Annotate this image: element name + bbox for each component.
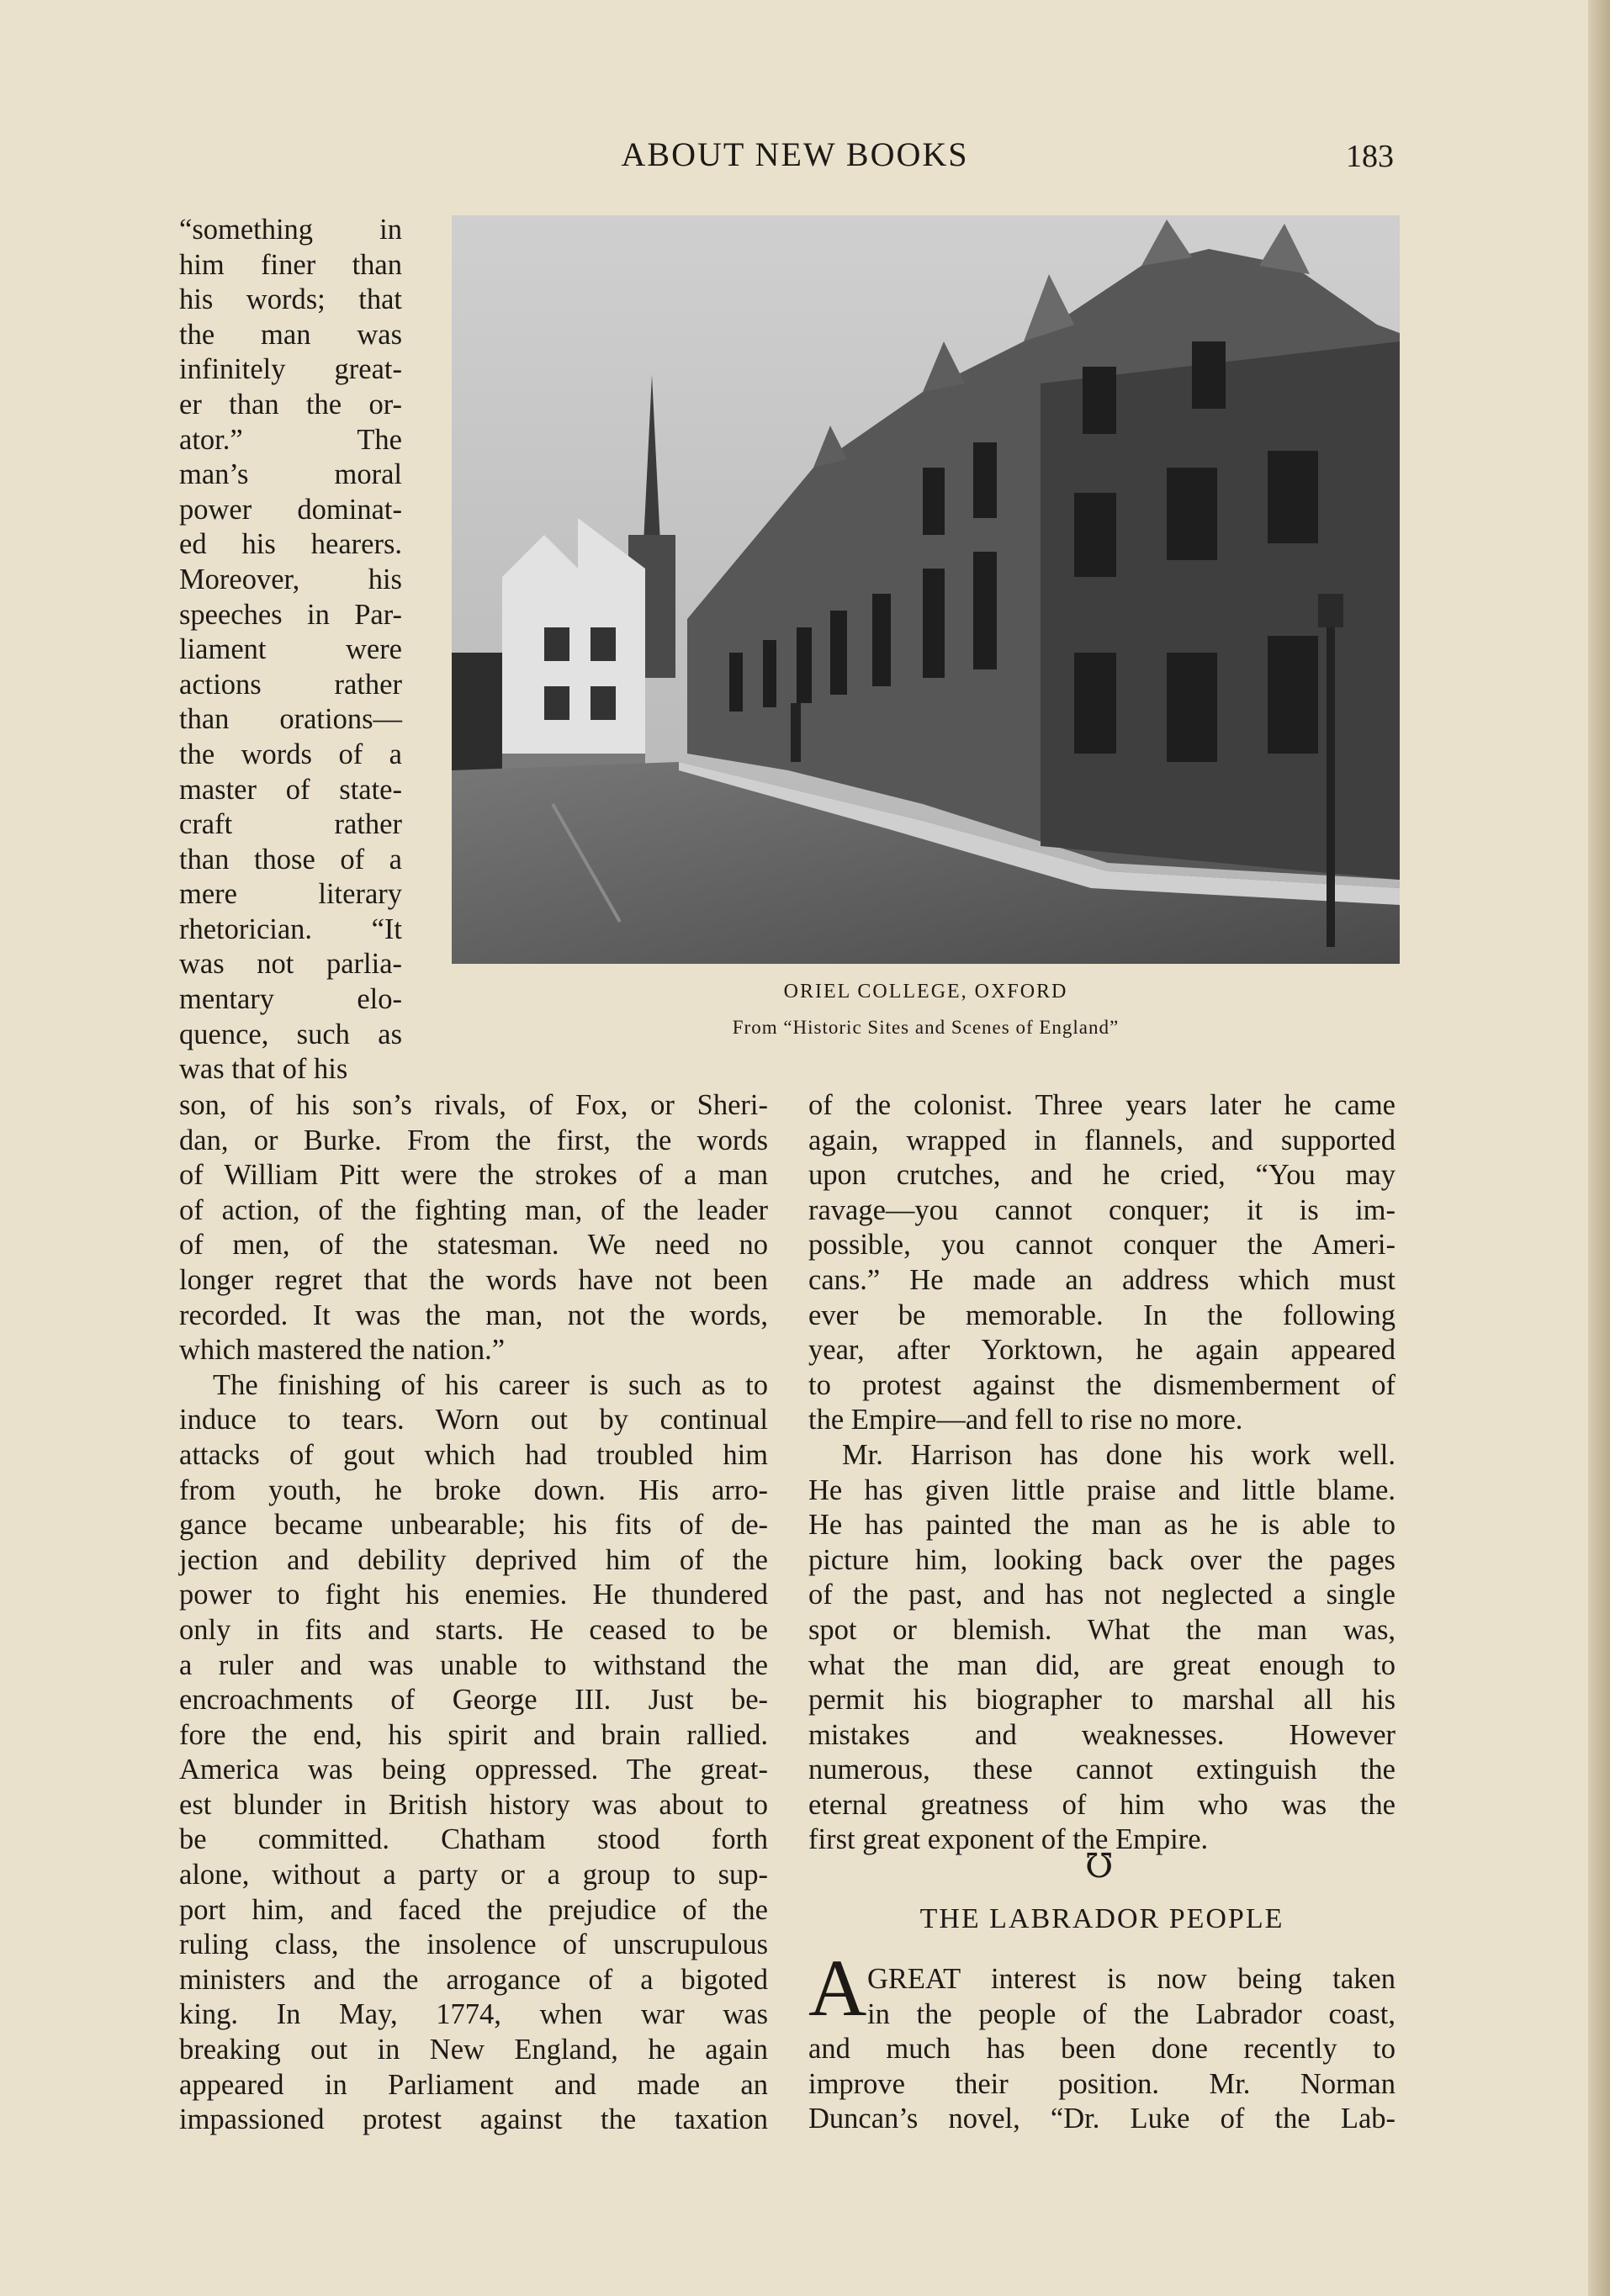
text-line: craft rather: [179, 808, 402, 841]
text-line: than orations—: [179, 703, 402, 736]
text-line: which mastered the nation.”: [179, 1334, 506, 1367]
text-line: was that of his: [179, 1053, 348, 1086]
text-line: longer regret that the words have not been: [179, 1263, 768, 1296]
text-line: ever be memorable. In the following: [808, 1299, 1396, 1331]
text-line: Duncan’s novel, “Dr. Luke of the Lab-: [808, 2103, 1396, 2135]
page-edge: [1588, 0, 1610, 2296]
text-line: of men, of the statesman. We need no: [179, 1229, 768, 1262]
narrow-column-text: [179, 213, 402, 1087]
section-heading: THE LABRADOR PEOPLE: [919, 1903, 1284, 1934]
text-line: encroachments of George III. Just be-: [179, 1684, 768, 1717]
drop-cap: A: [808, 1943, 867, 2033]
text-line: man’s moral: [179, 458, 402, 491]
text-line: to protest against the dismemberment of: [808, 1368, 1396, 1401]
text-line: first great exponent of the Empire.: [808, 1823, 1209, 1856]
text-line: what the man did, are great enough to: [808, 1648, 1396, 1681]
text-line: improve their position. Mr. Norman: [808, 2067, 1396, 2100]
text-line: son, of his son’s rivals, of Fox, or Sheri-: [179, 1089, 768, 1121]
text-line: infinitely great-: [179, 353, 402, 386]
text-line: his words; that: [179, 283, 402, 316]
text-line: rhetorician. “It: [179, 913, 402, 945]
right-column-text: [808, 1088, 1396, 1858]
text-line: breaking out in New England, he again: [179, 2034, 768, 2066]
labrador-section-text: [808, 1962, 1396, 2137]
section-ornament: ℧: [1085, 1847, 1114, 1885]
text-line: the Empire—and fell to rise no more.: [808, 1404, 1243, 1436]
text-line: jection and debility deprived him of the: [179, 1543, 768, 1576]
text-line: impassioned protest against the taxation: [179, 2103, 768, 2136]
text-line: The finishing of his career is such as to: [213, 1368, 768, 1401]
text-line: picture him, looking back over the pages: [808, 1543, 1396, 1576]
text-line: port him, and faced the prejudice of the: [179, 1893, 768, 1926]
text-line: attacks of gout which had troubled him: [179, 1438, 768, 1471]
text-line: eternal greatness of him who was the: [808, 1788, 1396, 1821]
text-line: the man was: [179, 318, 402, 351]
text-line: master of state-: [179, 773, 402, 806]
text-line: spot or blemish. What the man was,: [808, 1613, 1396, 1646]
text-line: than those of a: [179, 843, 402, 876]
text-line: and much has been done recently to: [808, 2033, 1396, 2066]
text-line: of the past, and has not neglected a single: [808, 1579, 1396, 1611]
text-line: recorded. It was the man, not the words,: [179, 1299, 768, 1331]
text-line: ed his hearers.: [179, 528, 402, 561]
text-line: mentary elo-: [179, 983, 402, 1016]
text-line: him finer than: [179, 248, 402, 281]
text-line: numerous, these cannot extinguish the: [808, 1754, 1396, 1786]
text-line: upon crutches, and he cried, “You may: [808, 1159, 1396, 1192]
text-line: induce to tears. Worn out by continual: [179, 1404, 768, 1436]
text-line: was not parlia-: [179, 948, 402, 981]
text-line: America was being oppressed. The great-: [179, 1754, 768, 1786]
text-line: in the people of the Labrador coast,: [867, 1997, 1396, 2030]
text-line: GREAT interest is now being taken: [867, 1963, 1396, 1995]
figure-caption-source: From “Historic Sites and Scenes of England”: [732, 1017, 1120, 1038]
text-line: dan, or Burke. From the first, the words: [179, 1124, 768, 1156]
text-line: fore the end, his spirit and brain rallied.: [179, 1718, 768, 1751]
text-line: again, wrapped in flannels, and supported: [808, 1124, 1396, 1156]
text-line: Mr. Harrison has done his work well.: [842, 1438, 1396, 1471]
running-header: ABOUT NEW BOOKS: [621, 135, 969, 173]
text-line: speeches in Par-: [179, 598, 402, 631]
text-line: liament were: [179, 633, 402, 666]
text-line: He has given little praise and little blame.: [808, 1473, 1396, 1506]
text-line: quence, such as: [179, 1018, 402, 1050]
text-line: from youth, he broke down. His arro-: [179, 1473, 768, 1506]
text-line: possible, you cannot conquer the Ameri-: [808, 1229, 1396, 1262]
text-line: gance became unbearable; his fits of de-: [179, 1509, 768, 1542]
text-line: of William Pitt were the strokes of a man: [179, 1159, 768, 1192]
text-line: be committed. Chatham stood forth: [179, 1823, 768, 1856]
text-line: Moreover, his: [179, 563, 402, 595]
text-line: alone, without a party or a group to sup-: [179, 1859, 768, 1891]
text-line: He has painted the man as he is able to: [808, 1509, 1396, 1542]
page-number: 183: [1346, 139, 1394, 174]
text-line: “something in: [179, 214, 402, 246]
text-line: mistakes and weaknesses. However: [808, 1718, 1396, 1751]
text-line: ministers and the arrogance of a bigoted: [179, 1963, 768, 1996]
text-line: cans.” He made an address which must: [808, 1263, 1396, 1296]
text-line: the words of a: [179, 738, 402, 770]
text-line: appeared in Parliament and made an: [179, 2068, 768, 2101]
text-line: power to fight his enemies. He thundered: [179, 1579, 768, 1611]
text-line: permit his biographer to marshal all his: [808, 1684, 1396, 1717]
text-line: year, after Yorktown, he again appeared: [808, 1334, 1396, 1367]
text-line: actions rather: [179, 668, 402, 701]
text-line: ator.” The: [179, 423, 402, 456]
text-line: ravage—you cannot conquer; it is im-: [808, 1193, 1396, 1226]
text-line: ruling class, the insolence of unscrupulous: [179, 1928, 768, 1961]
oriel-college-photo: [452, 215, 1400, 964]
text-line: king. In May, 1774, when war was: [179, 1998, 768, 2031]
text-line: power dominat-: [179, 493, 402, 526]
text-line: est blunder in British history was about to: [179, 1788, 768, 1821]
text-line: of the colonist. Three years later he came: [808, 1089, 1396, 1121]
text-line: only in fits and starts. He ceased to be: [179, 1613, 768, 1646]
text-line: mere literary: [179, 878, 402, 911]
text-line: er than the or-: [179, 388, 402, 421]
figure-caption-title: ORIEL COLLEGE, OXFORD: [783, 981, 1068, 1003]
left-column-text: [179, 1088, 768, 2138]
text-line: of action, of the fighting man, of the leader: [179, 1193, 768, 1226]
text-line: a ruler and was unable to withstand the: [179, 1648, 768, 1681]
